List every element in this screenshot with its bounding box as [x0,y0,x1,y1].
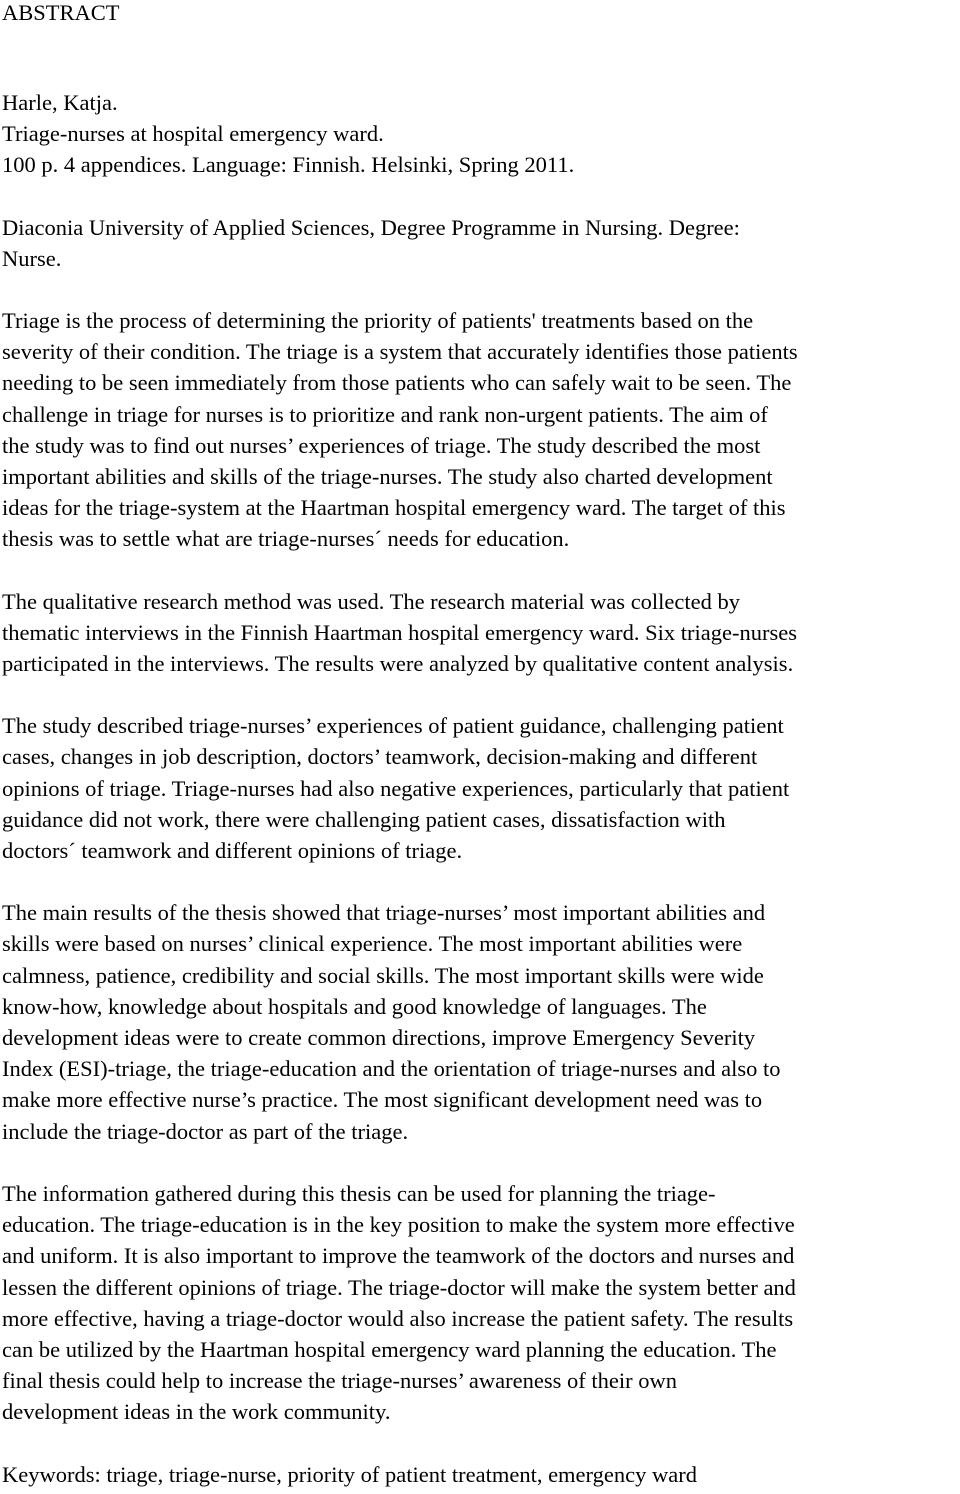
text-line: final thesis could help to increase the triage-nurses’ awareness of their own [2,1368,677,1394]
text-line: severity of their condition. The triage is a system that accurately identifies those patients [2,339,798,365]
abstract-paragraph [2,710,960,866]
text-line: The main results of the thesis showed that triage-nurses’ most important abilities and [2,900,766,926]
institution-line: Nurse. [2,245,62,271]
text-line: The qualitative research method was used. The research material was collected by [2,588,741,614]
text-line: The study described triage-nurses’ experiences of patient guidance, challenging patient [2,713,784,739]
abstract-paragraph [2,305,960,555]
abstract-heading: ABSTRACT [2,0,120,25]
abstract-paragraph [2,897,960,1147]
text-line: calmness, patience, credibility and social skills. The most important skills were wide [2,962,764,988]
text-line: thematic interviews in the Finnish Haartman hospital emergency ward. Six triage-nurses [2,619,798,645]
text-line: cases, changes in job description, doctors’ teamwork, decision-making and different [2,744,758,770]
institution-line: Diaconia University of Applied Sciences, Degree Programme in Nursing. Degree: [2,214,740,240]
text-line: make more effective nurse’s practice. The most significant development need was to [2,1087,763,1113]
text-line: and uniform. It is also important to improve the teamwork of the doctors and nurses and [2,1243,795,1269]
abstract-paragraph [2,1178,960,1428]
text-line: thesis was to settle what are triage-nurses´ needs for education. [2,526,570,552]
institution-info [2,212,960,274]
title-line: Triage-nurses at hospital emergency ward. [2,121,384,147]
text-line: development ideas were to create common directions, improve Emergency Severity [2,1025,756,1051]
text-line: important abilities and skills of the triage-nurses. The study also charted development [2,464,773,490]
abstract-paragraph [2,586,960,680]
text-line: lessen the different opinions of triage. The triage-doctor will make the system better and [2,1274,796,1300]
text-line: the study was to find out nurses’ experiences of triage. The study described the most [2,432,761,458]
text-line: know-how, knowledge about hospitals and good knowledge of languages. The [2,993,707,1019]
text-line: education. The triage-education is in the key position to make the system more effective [2,1212,795,1238]
bibliographic-info [2,87,960,181]
text-line: Index (ESI)-triage, the triage-education and the orientation of triage-nurses and also to [2,1056,781,1082]
author-line: Harle, Katja. [2,90,118,115]
text-line: doctors´ teamwork and different opinions of triage. [2,838,463,864]
text-line: skills were based on nurses’ clinical experience. The most important abilities were [2,931,743,957]
details-line: 100 p. 4 appendices. Language: Finnish. Helsinki, Spring 2011. [2,152,575,178]
keywords [2,1459,960,1490]
text-line: guidance did not work, there were challenging patient cases, dissatisfaction with [2,806,726,832]
text-line: more effective, having a triage-doctor would also increase the patient safety. The results [2,1305,794,1331]
text-line: can be utilized by the Haartman hospital emergency ward planning the education. The [2,1336,777,1362]
text-line: The information gathered during this thesis can be used for planning the triage- [2,1180,716,1206]
text-line: challenge in triage for nurses is to prioritize and rank non-urgent patients. The aim of [2,401,768,427]
keywords-line: Keywords: triage, triage-nurse, priority of patient treatment, emergency ward [2,1461,697,1487]
text-line: include the triage-doctor as part of the triage. [2,1118,409,1144]
text-line: Triage is the process of determining the priority of patients' treatments based on the [2,308,754,334]
text-line: participated in the interviews. The results were analyzed by qualitative content analysis. [2,651,794,677]
text-line: opinions of triage. Triage-nurses had also negative experiences, particularly that patient [2,775,790,801]
document-page [2,0,960,1490]
text-line: development ideas in the work community. [2,1399,391,1425]
text-line: needing to be seen immediately from those patients who can safely wait to be seen. The [2,370,792,396]
text-line: ideas for the triage-system at the Haartman hospital emergency ward. The target of this [2,495,786,521]
